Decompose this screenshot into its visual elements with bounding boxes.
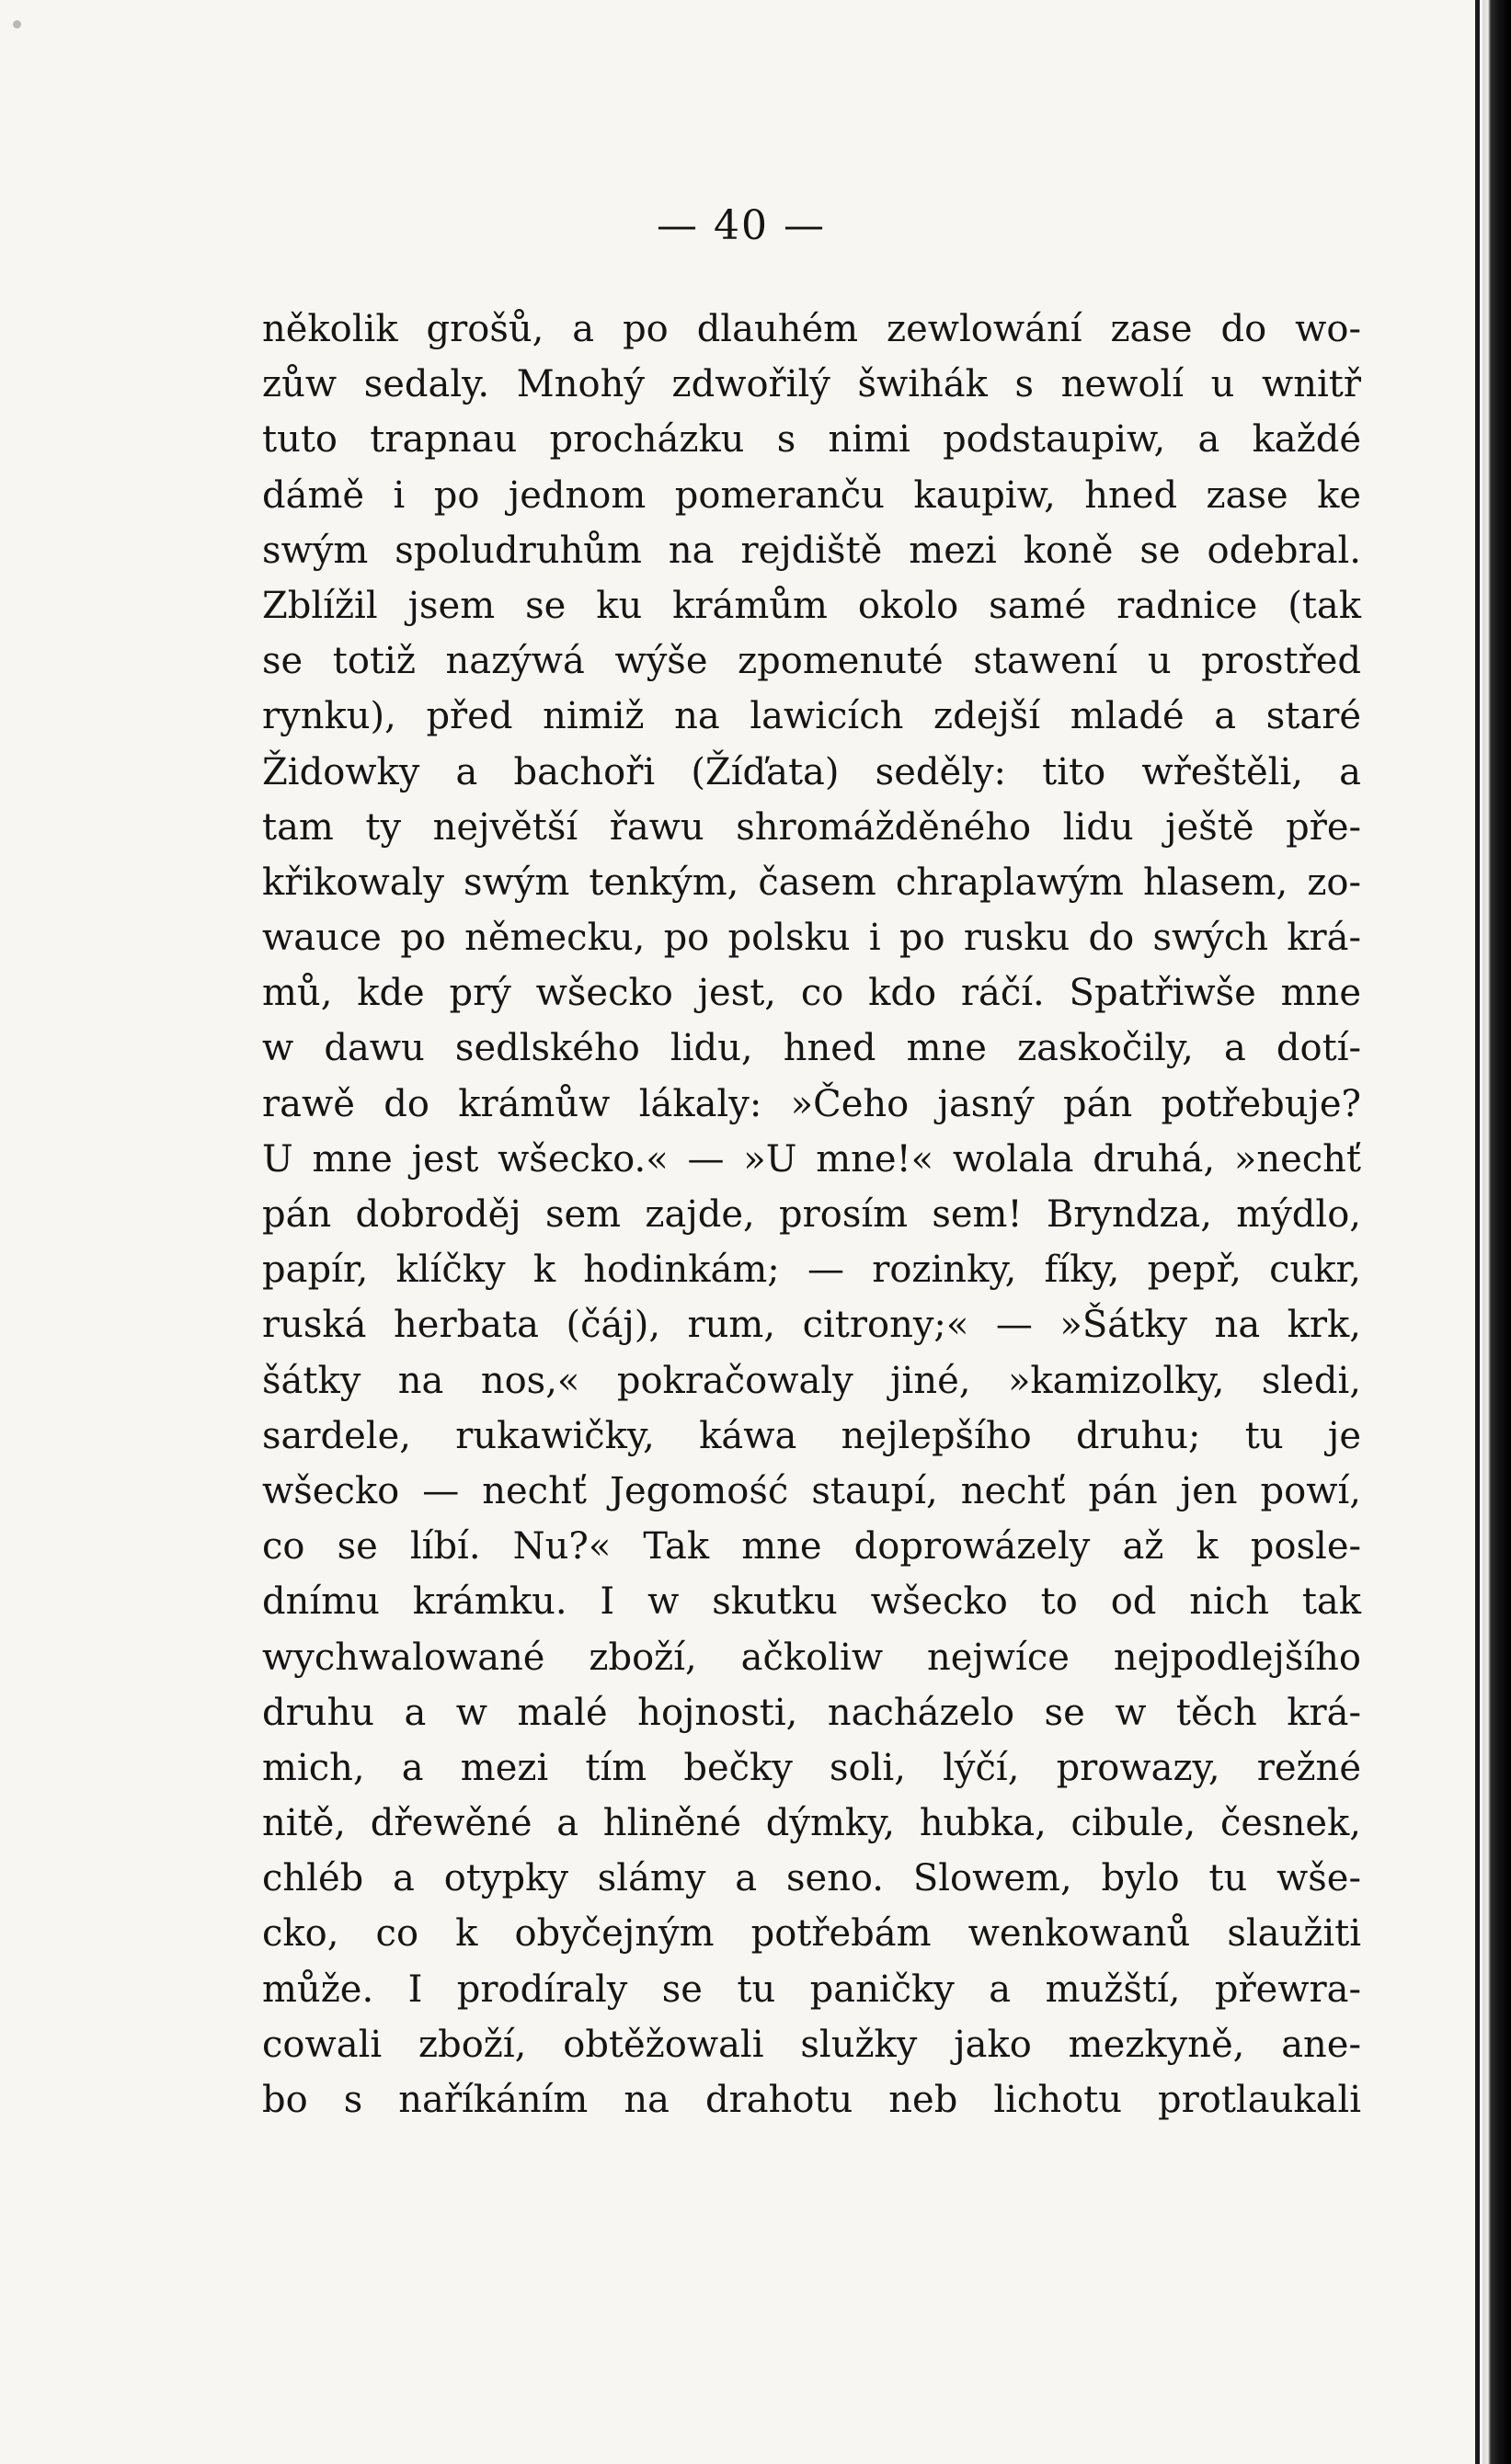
text-line: pán dobroděj sem zajde, prosím sem! Bryndza, mýdlo, bbox=[262, 1193, 1361, 1236]
text-line: co se líbí. Nu?« Tak mne doprowázely až k posle- bbox=[262, 1525, 1361, 1569]
text-line: může. I prodíraly se tu paničky a mužští, přewra- bbox=[262, 1968, 1361, 2011]
text-line: wšecko — nechť Jegomość staupí, nechť pán jen powí, bbox=[262, 1469, 1361, 1512]
text-line: chléb a otypky slámy a seno. Slowem, bylo tu wše- bbox=[262, 1857, 1361, 1900]
text-line: druhu a w malé hojnosti, nacházelo se w těch krá- bbox=[262, 1691, 1361, 1734]
text-line: swým spoludruhům na rejdiště mezi koně se odebral. bbox=[262, 529, 1361, 572]
text-line: rynku), před nimiž na lawicích zdejší mladé a staré bbox=[262, 695, 1361, 738]
text-line: několik grošů, a po dlauhém zewlowání zase do wo- bbox=[262, 308, 1361, 350]
text-line: dámě i po jednom pomeranču kaupiw, hned zase ke bbox=[262, 473, 1361, 517]
text-line: tam ty největší řawu shromážděného lidu ještě pře- bbox=[262, 805, 1361, 849]
text-line: zůw sedaly. Mnohý zdwořilý šwihák s newolí u wnitř bbox=[262, 363, 1361, 406]
text-line: wychwalowané zboží, ačkoliw nejwíce nejpodlejšího bbox=[262, 1636, 1361, 1679]
text-line: ruská herbata (čáj), rum, citrony;« — »Šátky na krk, bbox=[262, 1304, 1361, 1347]
text-line: Židowky a bachoři (Žíďata) seděly: tito wřeštěli, a bbox=[262, 750, 1361, 793]
text-line: Zblížil jsem se ku krámům okolo samé radnice (tak bbox=[262, 584, 1361, 627]
text-line: cowali zboží, obtěžowali služky jako mezkyně, ane- bbox=[262, 2023, 1361, 2066]
text-line: sardele, rukawičky, káwa nejlepšího druhu; tu je bbox=[262, 1414, 1361, 1457]
text-line: bo s naříkáním na drahotu neb lichotu protlaukali bbox=[262, 2079, 1361, 2121]
text-line: se totiž nazýwá wýše zpomenuté stawení u prostřed bbox=[262, 640, 1361, 683]
text-line: křikowaly swým tenkým, časem chraplawým hlasem, zo- bbox=[262, 861, 1361, 904]
text-line: šátky na nos,« pokračowaly jiné, »kamizolky, sledi, bbox=[262, 1359, 1361, 1402]
text-line: mich, a mezi tím bečky soli, lýčí, prowazy, režné bbox=[262, 1746, 1361, 1789]
body-text bbox=[262, 302, 1361, 2127]
page-edge-shadow bbox=[1475, 0, 1480, 2464]
text-line: tuto trapnau procházku s nimi podstaupiw, a každé bbox=[262, 418, 1361, 462]
paper-speck bbox=[13, 20, 21, 29]
text-line: wauce po německu, po polsku i po rusku do swých krá- bbox=[262, 917, 1361, 960]
text-line: cko, co k obyčejným potřebám wenkowanů slaužiti bbox=[262, 1912, 1361, 1956]
text-line: w dawu sedlského lidu, hned mne zaskočily, a dotí- bbox=[262, 1027, 1361, 1070]
text-line: mů, kde prý wšecko jest, co kdo ráčí. Spatřiwše mne bbox=[262, 972, 1361, 1015]
book-binding-edge bbox=[1482, 0, 1511, 2464]
page-number: — 40 — bbox=[657, 202, 826, 249]
text-line: nitě, dřewěné a hliněné dýmky, hubka, cibule, česnek, bbox=[262, 1802, 1361, 1845]
text-line: U mne jest wšecko.« — »U mne!« wolala druhá, »nechť bbox=[262, 1137, 1361, 1181]
text-line: rawě do krámůw lákaly: »Čeho jasný pán potřebuje? bbox=[262, 1082, 1361, 1125]
text-line: papír, klíčky k hodinkám; — rozinky, fíky, pepř, cukr, bbox=[262, 1249, 1361, 1292]
text-line: dnímu krámku. I w skutku wšecko to od nich tak bbox=[262, 1580, 1361, 1624]
